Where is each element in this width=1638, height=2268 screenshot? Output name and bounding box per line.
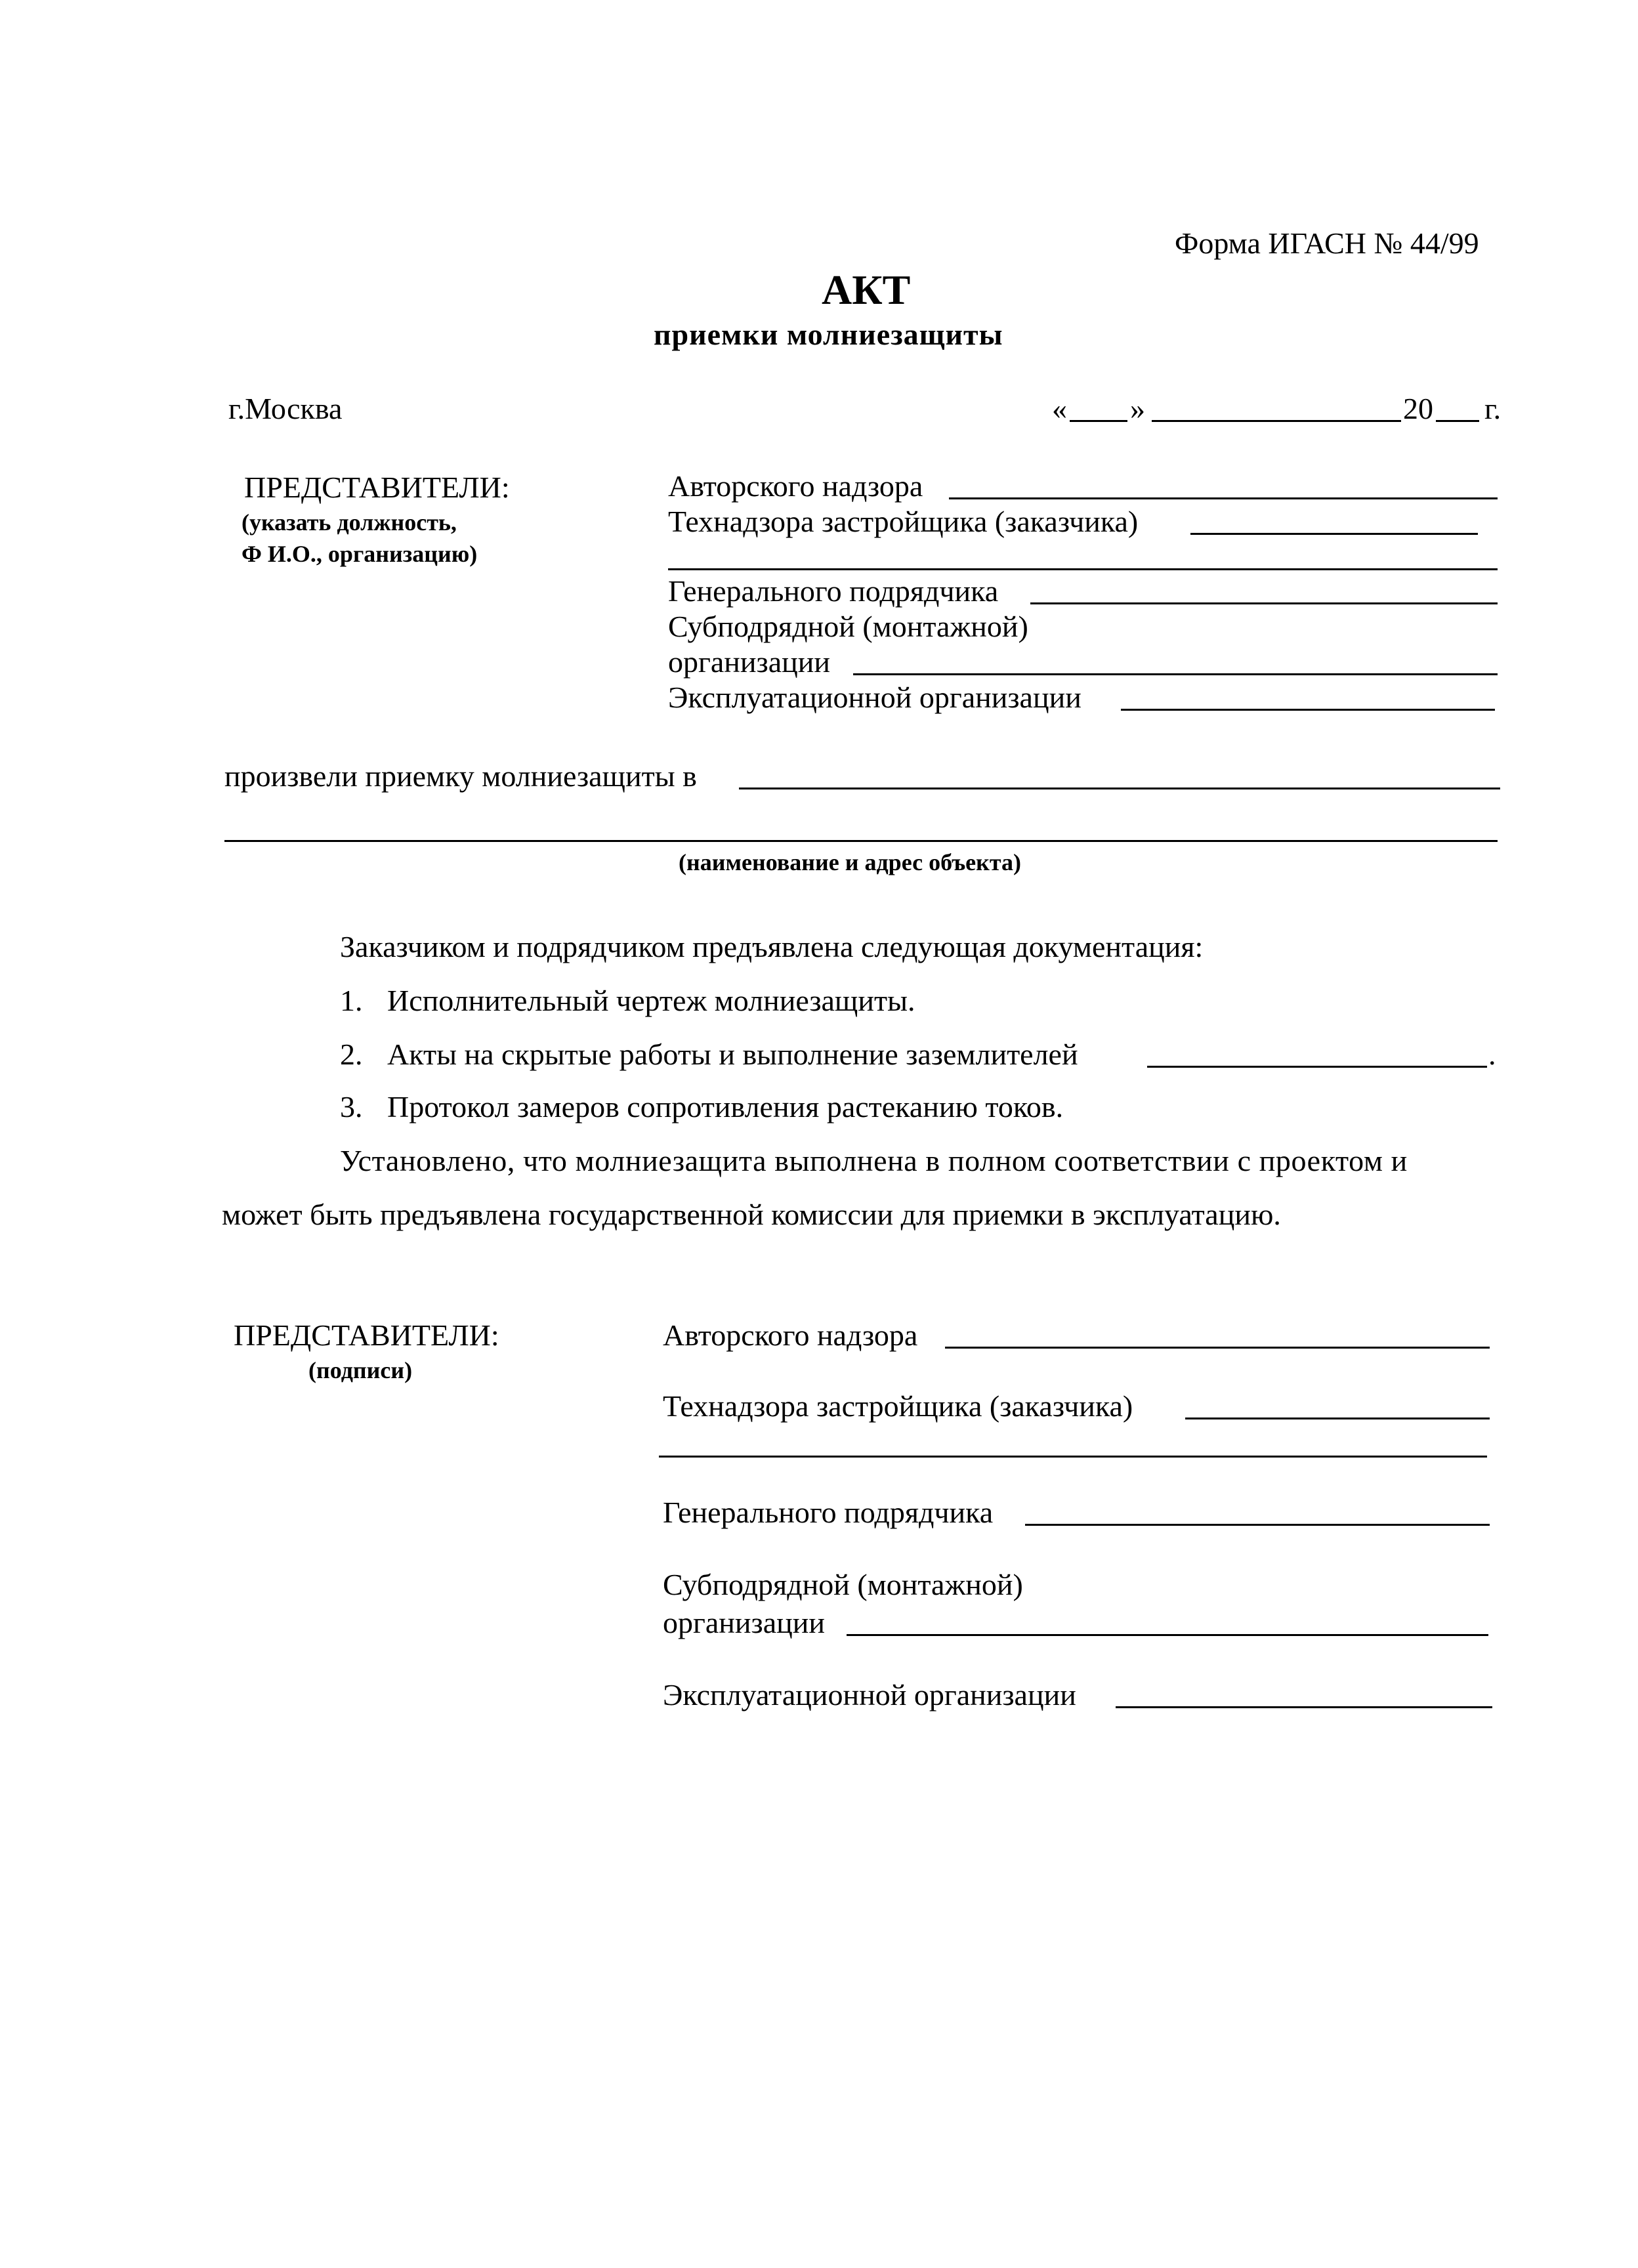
tech-supervision-label: Технадзора застройщика (заказчика)	[668, 505, 1139, 538]
operating-org-blank[interactable]	[1121, 709, 1495, 711]
documentation-intro: Заказчиком и подрядчиком предъявлена следующая документация:	[340, 930, 1204, 963]
representatives-note-2: Ф И.О., организацию)	[242, 541, 478, 567]
doc-item-2-text: Акты на скрытые работы и выполнение заземлителей	[387, 1038, 1078, 1071]
conclusion-line-1: Установлено, что молниезащита выполнена в полном соответствии с проектом и	[340, 1144, 1408, 1177]
date-year-suffix: г.	[1484, 392, 1502, 425]
sig-tech-supervision-blank[interactable]	[1185, 1418, 1490, 1419]
date-open-quote: «	[1052, 392, 1067, 425]
city: г.Москва	[228, 392, 343, 425]
date-month-blank[interactable]	[1152, 420, 1401, 422]
signatures-note: (подписи)	[308, 1357, 413, 1383]
date-year-prefix: 20	[1403, 392, 1433, 425]
sig-tech-supervision-label: Технадзора застройщика (заказчика)	[663, 1389, 1133, 1423]
subcontractor-label-1: Субподрядной (монтажной)	[668, 610, 1028, 643]
operating-org-label: Эксплуатационной организации	[668, 681, 1082, 714]
subcontractor-blank[interactable]	[853, 673, 1498, 675]
doc-item-1-text: Исполнительный чертеж молниезащиты.	[387, 984, 915, 1017]
doc-item-2-num: 2.	[340, 1038, 363, 1071]
sig-author-supervision-blank[interactable]	[945, 1347, 1490, 1349]
tech-supervision-blank-2[interactable]	[668, 568, 1498, 570]
conclusion-line-2: может быть предъявлена государственной комиссии для приемки в эксплуатацию.	[222, 1198, 1281, 1231]
general-contractor-label: Генерального подрядчика	[668, 574, 999, 608]
sig-subcontractor-blank[interactable]	[847, 1634, 1488, 1636]
sig-general-contractor-blank[interactable]	[1025, 1524, 1490, 1526]
author-supervision-label: Авторского надзора	[668, 469, 923, 503]
sig-operating-org-label: Эксплуатационной организации	[663, 1678, 1076, 1712]
document-subtitle: приемки молниезащиты	[654, 318, 1003, 351]
form-number: Форма ИГАСН № 44/99	[1175, 226, 1479, 260]
object-address-blank[interactable]	[224, 840, 1498, 842]
object-caption: (наименование и адрес объекта)	[679, 849, 1022, 875]
representatives-note-1: (указать должность,	[242, 509, 457, 536]
doc-item-1-num: 1.	[340, 984, 363, 1017]
representatives-heading: ПРЕДСТАВИТЕЛИ:	[244, 471, 510, 504]
sig-subcontractor-label-2: организации	[663, 1606, 825, 1639]
doc-item-2-end: .	[1488, 1038, 1496, 1071]
general-contractor-blank[interactable]	[1030, 602, 1498, 604]
tech-supervision-blank[interactable]	[1190, 533, 1478, 535]
subcontractor-label-2: организации	[668, 645, 830, 679]
grounding-blank[interactable]	[1147, 1066, 1487, 1068]
doc-item-3-num: 3.	[340, 1090, 363, 1124]
sig-author-supervision-label: Авторского надзора	[663, 1318, 918, 1352]
sig-subcontractor-label-1: Субподрядной (монтажной)	[663, 1568, 1023, 1601]
author-supervision-blank[interactable]	[949, 497, 1498, 499]
sig-tech-supervision-blank-2[interactable]	[659, 1456, 1487, 1458]
object-name-blank[interactable]	[739, 788, 1500, 789]
sig-general-contractor-label: Генерального подрядчика	[663, 1496, 994, 1529]
doc-item-3-text: Протокол замеров сопротивления растеканию токов.	[387, 1090, 1064, 1124]
document-title: АКТ	[822, 266, 911, 313]
date-day-blank[interactable]	[1070, 420, 1127, 422]
date-close-quote: »	[1130, 392, 1145, 425]
acceptance-text: произвели приемку молниезащиты в	[224, 759, 697, 793]
sig-operating-org-blank[interactable]	[1116, 1706, 1492, 1708]
signatures-heading: ПРЕДСТАВИТЕЛИ:	[234, 1318, 499, 1352]
date-year-blank[interactable]	[1436, 420, 1479, 422]
